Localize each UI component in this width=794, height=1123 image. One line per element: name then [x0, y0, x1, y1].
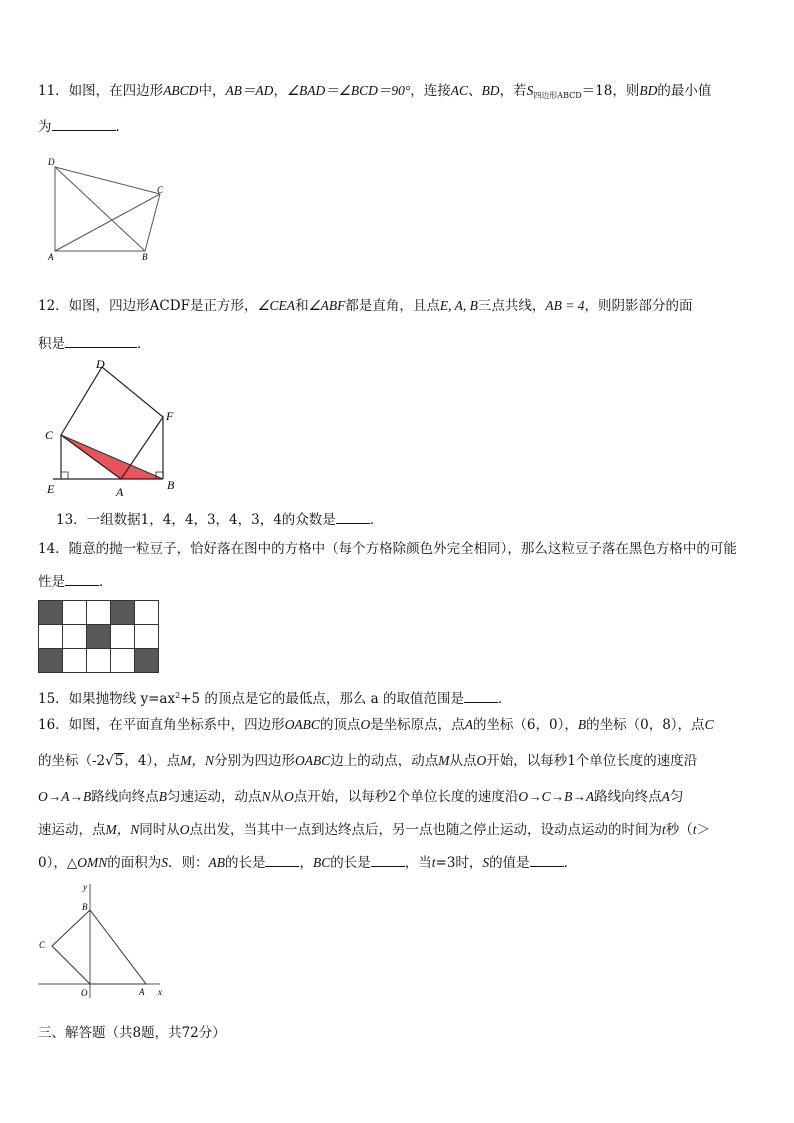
- q12-text: 三点共线，: [477, 298, 546, 314]
- q14-grid: [38, 600, 158, 672]
- q11-label-a: A: [48, 252, 54, 262]
- q16-line-1: [38, 716, 714, 734]
- q12-text: ．: [137, 336, 151, 352]
- q16-text: ，: [299, 855, 313, 871]
- q11-quadrilateral: [55, 167, 160, 251]
- q16-text: 速运动，点: [38, 822, 106, 838]
- q14-answer-blank[interactable]: [65, 571, 99, 586]
- q16-label-c: C: [39, 940, 46, 950]
- q12-label-b: B: [167, 478, 175, 492]
- grid-cell-white: [62, 624, 87, 649]
- q11-text: ，若: [499, 83, 527, 99]
- q16-text: 16．如图，在平面直角坐标系中，四边形: [38, 717, 285, 733]
- q12-text: ，则阴影部分的面: [584, 298, 693, 314]
- q16-line-3: [38, 788, 683, 806]
- q12-angle-cea: ∠CEA: [257, 298, 296, 313]
- q16-line-5: [38, 852, 577, 872]
- q12-text: 积是: [38, 336, 65, 352]
- q16-sqrt-value: 5: [114, 753, 124, 769]
- grid-cell-dark: [110, 600, 135, 625]
- q16-text: 0），△: [38, 855, 78, 871]
- q11-angles: ∠BAD＝∠BCD＝90°: [286, 83, 411, 98]
- q15-answer-blank[interactable]: [464, 688, 498, 703]
- q16-symbol: t: [692, 822, 697, 837]
- q11-area-symbol: S: [526, 83, 534, 98]
- q15-text: ．: [498, 691, 512, 707]
- q16-symbol: M: [438, 753, 450, 768]
- q16-text: ．则：: [167, 855, 209, 871]
- q11-text: ，: [273, 83, 287, 99]
- q11-bd: BD: [481, 83, 500, 98]
- grid-cell-white: [62, 600, 87, 625]
- grid-cell-white: [86, 600, 111, 625]
- q13-answer-blank[interactable]: [336, 509, 370, 524]
- q16-text: 秒（: [665, 822, 693, 838]
- q16-answer-blank-ab[interactable]: [265, 852, 299, 867]
- q16-symbol: t: [662, 822, 666, 837]
- q15-line: [38, 687, 512, 708]
- q11-line-1: [38, 82, 711, 105]
- q14-text: 性是: [38, 574, 65, 590]
- q11-text: ．: [115, 119, 129, 135]
- q16-text: 的坐标（-2: [38, 753, 106, 769]
- q12-figure: [42, 358, 182, 498]
- section3-heading: 三、解答题（共8题，共72分）: [38, 1025, 226, 1041]
- q12-label-f: F: [166, 409, 174, 423]
- q12-label-c: C: [45, 428, 54, 442]
- q16-symbol: OABC: [294, 753, 331, 768]
- q12-answer-blank[interactable]: [65, 333, 137, 348]
- q16-text: 路线向终点: [91, 789, 159, 805]
- q14-text: 14．随意的抛一粒豆子，恰好落在图中的方格中（每个方格除颜色外完全相同），那么这粒豆子落在黑色方格中的可能: [38, 541, 737, 557]
- q16-symbol: S: [161, 855, 168, 870]
- q16-text: 的坐标（6，0），: [472, 717, 578, 733]
- q16-symbol: M，N: [105, 822, 140, 837]
- q16-text: 同时从: [139, 822, 180, 838]
- q16-symbol: AB: [208, 855, 225, 870]
- q12-label-e: E: [47, 482, 55, 496]
- q16-symbol: S: [482, 855, 490, 870]
- q16-symbol: N: [261, 789, 271, 804]
- q11-label-b: B: [142, 252, 148, 262]
- q16-answer-blank-s[interactable]: [530, 852, 564, 867]
- q11-area-subscript: 四边形ABCD: [533, 91, 582, 100]
- grid-cell-white: [62, 648, 87, 673]
- q16-text: 匀: [669, 789, 684, 805]
- q16-line-4: [38, 821, 710, 839]
- q16-text: 点开始，以每秒2个单位长度的速度沿: [293, 789, 519, 805]
- q16-symbol: O: [476, 753, 487, 768]
- q16-text: 开始，以每秒1个单位长度的速度沿: [486, 753, 698, 769]
- q12-label-d: D: [96, 357, 105, 371]
- q16-quadrilateral-oabc: [52, 910, 146, 984]
- q12-line-1: [38, 297, 693, 315]
- q11-text: ，连接: [410, 83, 451, 99]
- q11-line-2: [38, 116, 129, 136]
- q16-text: 从点: [449, 753, 477, 769]
- q16-symbol: OABC: [284, 717, 320, 732]
- grid-cell-dark: [86, 624, 111, 649]
- grid-cell-dark: [38, 600, 63, 625]
- q16-symbol: B: [577, 717, 587, 732]
- q13-line: [56, 509, 383, 529]
- q16-path: O→A→B: [38, 789, 92, 804]
- q16-text: 的长是: [330, 855, 371, 871]
- q16-line-2: 的坐标（-2√5，4），点M，N分别为四边形OABC边上的动点，动点M从点O开始，以每秒1个单位长度的速度沿: [38, 753, 698, 769]
- q11-answer-blank[interactable]: [52, 116, 116, 131]
- q11-text: 中，: [198, 83, 226, 99]
- q16-text: 的面积为: [107, 855, 162, 871]
- q16-symbol: O: [284, 789, 294, 804]
- q16-text: 的顶点: [319, 717, 361, 733]
- q16-answer-blank-bc[interactable]: [371, 852, 405, 867]
- grid-cell-white: [134, 600, 159, 625]
- q11-text: 的最小值: [657, 83, 712, 99]
- q16-text: ．: [563, 855, 578, 871]
- q16-symbol: M，N: [180, 753, 214, 768]
- q12-text: 都是直角，且点: [345, 298, 440, 314]
- q14-line-1: [38, 540, 737, 558]
- grid-cell-dark: [38, 648, 63, 673]
- q12-right-angle-e: [61, 472, 68, 479]
- q11-text: 为: [38, 119, 52, 135]
- q11-quad: ABCD: [163, 83, 199, 98]
- q12-ab-length: AB = 4: [545, 298, 585, 313]
- q16-text: 的长是: [224, 855, 266, 871]
- q16-text: =3时，: [435, 855, 483, 871]
- q16-text: 分别为四边形: [213, 753, 295, 769]
- grid-cell-white: [110, 648, 135, 673]
- q16-symbol: A: [661, 789, 670, 804]
- q16-text: ，当: [404, 855, 432, 871]
- q12-label-a: A: [116, 485, 124, 499]
- q12-points: E, A, B: [439, 298, 478, 313]
- q16-text: ，4），点: [124, 753, 181, 769]
- q12-line-2: [38, 333, 151, 353]
- q11-condition: AB＝AD: [225, 83, 274, 98]
- q15-text: +5 的顶点是它的最低点，那么 a 的取值范围是: [180, 691, 464, 707]
- q13-text: ．: [369, 512, 384, 528]
- q14-line-2: [38, 571, 113, 591]
- q11-figure: [44, 152, 174, 264]
- q16-text: 点出发，当其中一点到达终点后，另一点也随之停止运动，设动点运动的时间为: [189, 822, 662, 838]
- q16-label-b: B: [82, 902, 88, 912]
- q16-symbol: A: [464, 717, 473, 732]
- q11-label-d: D: [48, 157, 55, 167]
- q16-label-x: x: [158, 987, 162, 997]
- q12-text: 和: [295, 298, 309, 314]
- q16-symbol: O: [360, 717, 371, 732]
- q13-text: 13．一组数据1，4，4，3，4，3，4的众数是: [56, 512, 336, 528]
- q16-label-o: O: [81, 988, 88, 998]
- q16-symbol: B: [158, 789, 167, 804]
- q15-exponent: 2: [175, 691, 181, 700]
- q16-text: 匀速运动，动点: [167, 789, 262, 805]
- q16-label-a: A: [139, 987, 145, 997]
- q11-bd: BD: [639, 83, 658, 98]
- q16-symbol: t: [431, 855, 436, 870]
- q16-text: 从: [270, 789, 285, 805]
- grid-cell-white: [86, 648, 111, 673]
- q11-diagonal-ac: [55, 194, 160, 251]
- q16-text: 是坐标原点，点: [370, 717, 465, 733]
- q16-figure: [36, 880, 172, 1002]
- grid-cell-dark: [134, 648, 159, 673]
- q11-label-c: C: [157, 185, 164, 195]
- q16-text: 路线向终点: [594, 789, 662, 805]
- grid-cell-white: [110, 624, 135, 649]
- q11-text: 、: [468, 83, 482, 99]
- q16-text: 的坐标（0，8），点: [586, 717, 705, 733]
- q16-symbol: OMN: [77, 855, 108, 870]
- grid-cell-white: [134, 624, 159, 649]
- q16-text: ＞: [696, 822, 711, 838]
- q11-ac: AC: [450, 83, 469, 98]
- q16-text: 边上的动点，动点: [330, 753, 439, 769]
- q14-text: ．: [99, 574, 113, 590]
- grid-cell-white: [38, 624, 63, 649]
- q15-text: 15．如果抛物线 y=ax: [38, 691, 176, 707]
- q16-symbol: O: [179, 822, 190, 837]
- q16-symbol: BC: [312, 855, 331, 870]
- q11-text: ＝18，则: [581, 83, 640, 99]
- q16-label-y: y: [83, 882, 87, 892]
- q11-text: 11．如图，在四边形: [38, 83, 164, 99]
- q12-angle-abf: ∠ABF: [308, 298, 346, 313]
- q16-path: O→C→B→A: [518, 789, 595, 804]
- q16-symbol: C: [704, 717, 714, 732]
- q16-text: 的值是: [489, 855, 530, 871]
- q12-text: 12．如图，四边形ACDF是正方形，: [38, 298, 258, 314]
